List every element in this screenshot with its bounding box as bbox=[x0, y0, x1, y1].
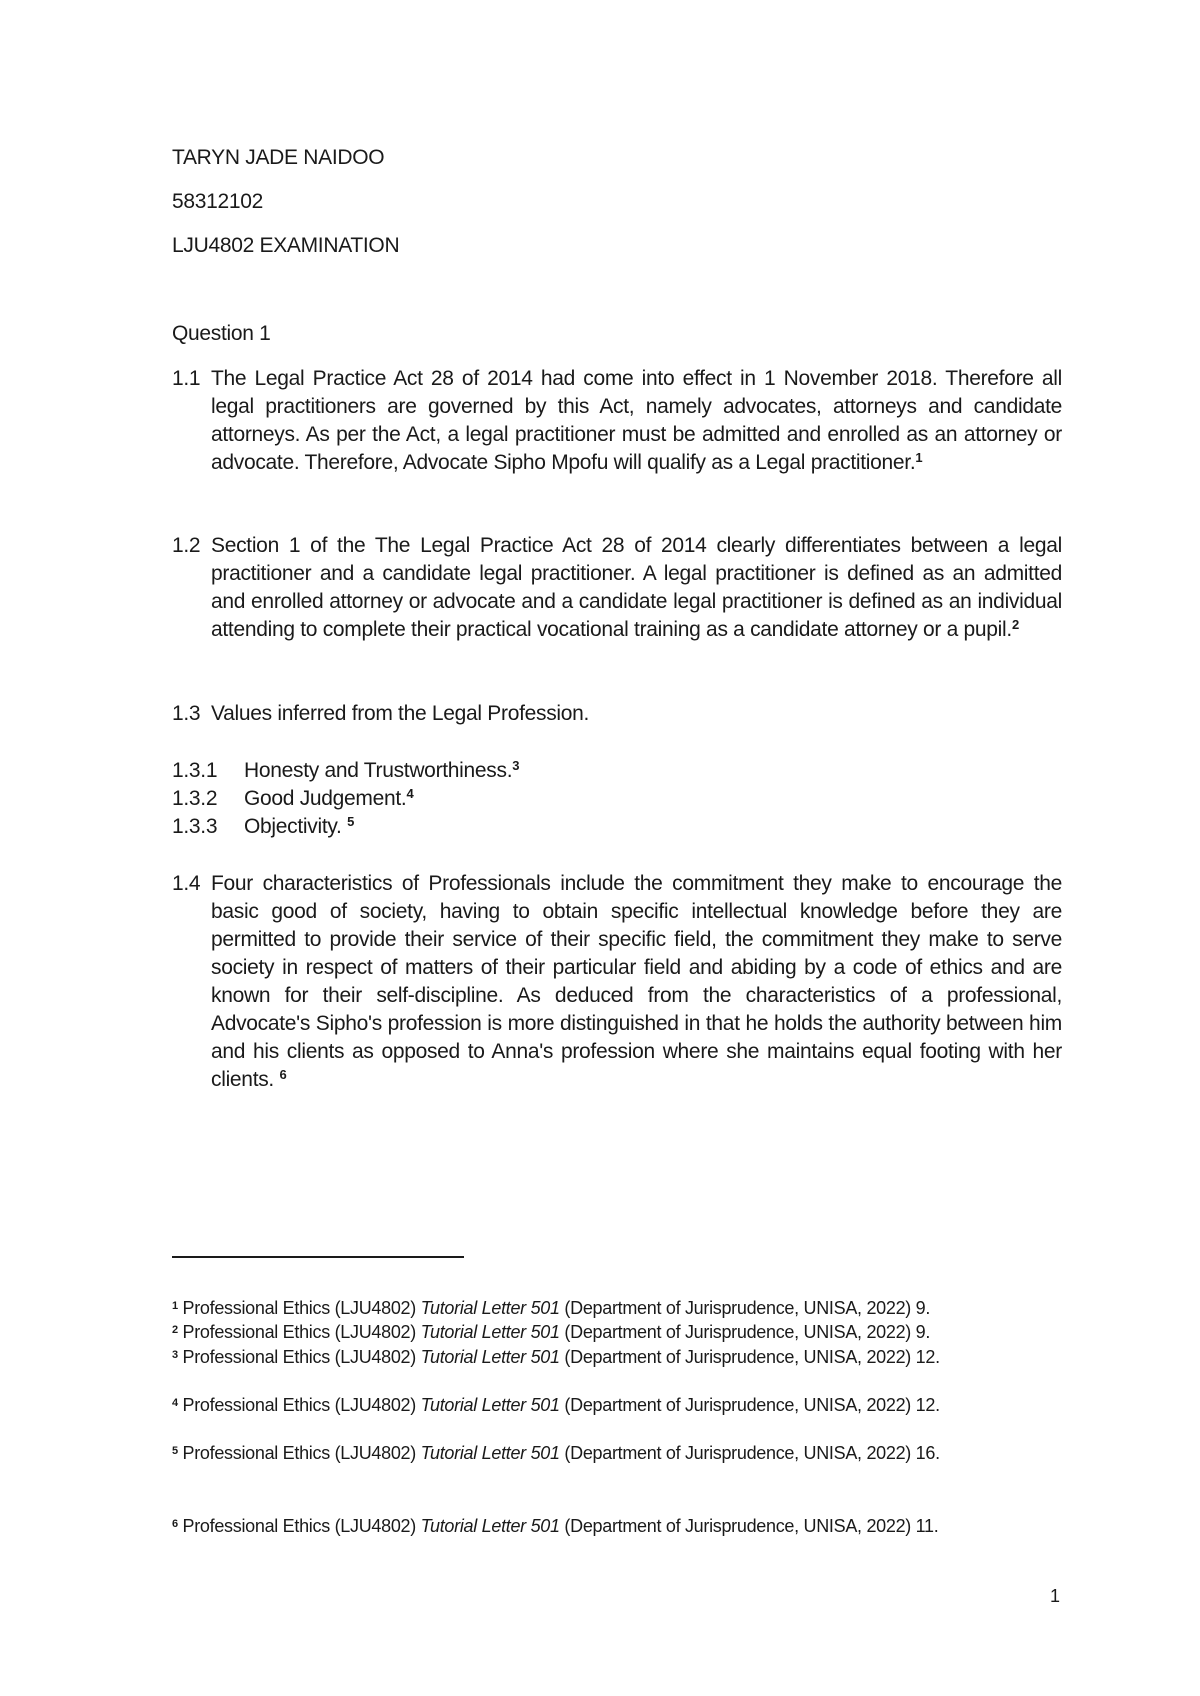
answer-1-1 bbox=[172, 365, 1062, 477]
answer-text: Section 1 of the The Legal Practice Act 28 of 2014 clearly differentiates between a legal practitioner and a candidate legal practitioner. A legal practitioner is defined as an admitted and enrolled attorney or advocate and a candidate legal practitioner is defined as an individual attending to complete their practical vocational training as a candidate attorney or a pupil. bbox=[211, 534, 1062, 641]
footnote bbox=[172, 1296, 1052, 1320]
footnote-ref[interactable]: 4 bbox=[406, 786, 414, 801]
answer-text: Four characteristics of Professionals include the commitment they make to encourage the basic good of society, having to obtain specific intellectual knowledge before they are permitted to provide their service of their specific field, the commitment they make to serve society in respect of matters of their particular field and abiding by a code of ethics and are known for their self-discipline. As deduced from the characteristics of a professional, Advocate's Sipho's profession is more distinguished in that he holds the authority between him and his clients as opposed to Anna's profession where she maintains equal footing with her clients. bbox=[211, 872, 1062, 1091]
answer-body bbox=[211, 870, 1062, 1094]
footnote-mark: 4 bbox=[172, 1397, 178, 1409]
answer-number: 1.3 bbox=[172, 702, 201, 725]
footnote-suffix: (Department of Jurisprudence, UNISA, 2022) 12. bbox=[559, 1395, 940, 1415]
footnote-title: Tutorial Letter 501 bbox=[420, 1298, 560, 1318]
footnote-suffix: (Department of Jurisprudence, UNISA, 2022) 12. bbox=[559, 1347, 940, 1367]
answer-number: 1.4 bbox=[172, 872, 201, 895]
footnote-prefix: Professional Ethics (LJU4802) bbox=[177, 1347, 421, 1367]
footnote-suffix: (Department of Jurisprudence, UNISA, 2022) 9. bbox=[559, 1298, 931, 1318]
footnote-title: Tutorial Letter 501 bbox=[420, 1347, 560, 1367]
value-number: 1.3.3 bbox=[172, 815, 218, 838]
footnote bbox=[172, 1345, 1052, 1369]
answer-text: Values inferred from the Legal Profession. bbox=[211, 702, 590, 725]
footnote-prefix: Professional Ethics (LJU4802) bbox=[177, 1298, 421, 1318]
footnote-prefix: Professional Ethics (LJU4802) bbox=[177, 1395, 421, 1415]
student-number: 58312102 bbox=[172, 190, 264, 213]
question-title: Question 1 bbox=[172, 322, 271, 345]
footnote-suffix: (Department of Jurisprudence, UNISA, 2022) 11. bbox=[559, 1516, 939, 1536]
footnote-mark: 5 bbox=[172, 1445, 178, 1457]
footnote-title: Tutorial Letter 501 bbox=[420, 1516, 560, 1536]
footnote-separator bbox=[172, 1256, 464, 1258]
footnote-ref[interactable]: 6 bbox=[279, 1067, 287, 1082]
footnote-title: Tutorial Letter 501 bbox=[420, 1322, 560, 1342]
footnote-suffix: (Department of Jurisprudence, UNISA, 2022) 9. bbox=[559, 1322, 931, 1342]
exam-title: LJU4802 EXAMINATION bbox=[172, 234, 400, 257]
footnote bbox=[172, 1320, 1052, 1344]
value-item bbox=[172, 813, 354, 841]
footnote-mark: 3 bbox=[172, 1349, 178, 1361]
value-item bbox=[172, 785, 413, 813]
footnote-title: Tutorial Letter 501 bbox=[420, 1443, 560, 1463]
footnote bbox=[172, 1514, 1052, 1538]
footnote-ref[interactable]: 5 bbox=[347, 814, 355, 829]
value-number: 1.3.2 bbox=[172, 787, 218, 810]
answer-body bbox=[211, 532, 1062, 644]
value-text: Objectivity. bbox=[244, 815, 348, 838]
footnote-prefix: Professional Ethics (LJU4802) bbox=[177, 1443, 421, 1463]
answer-text: The Legal Practice Act 28 of 2014 had come into effect in 1 November 2018. Therefore all legal practitioners are governed by this Act, namely advocates, attorneys and candidate attorneys. As per the Act, a legal practitioner must be admitted and enrolled as an attorney or advocate. Therefore, Advocate Sipho Mpofu will qualify as a Legal practitioner. bbox=[211, 367, 1062, 474]
value-text: Good Judgement. bbox=[244, 787, 407, 810]
footnote bbox=[172, 1393, 1052, 1417]
footnote-ref[interactable]: 3 bbox=[512, 758, 520, 773]
footnote-suffix: (Department of Jurisprudence, UNISA, 2022) 16. bbox=[559, 1443, 940, 1463]
footnote-mark: 2 bbox=[172, 1324, 178, 1336]
footnote-ref[interactable]: 2 bbox=[1011, 617, 1019, 632]
footnote bbox=[172, 1441, 1052, 1465]
answer-body bbox=[211, 365, 1062, 477]
footnote-title: Tutorial Letter 501 bbox=[420, 1395, 560, 1415]
footnote-prefix: Professional Ethics (LJU4802) bbox=[177, 1516, 421, 1536]
answer-1-2 bbox=[172, 532, 1062, 644]
footnote-mark: 6 bbox=[172, 1518, 178, 1530]
answer-1-4 bbox=[172, 870, 1062, 1094]
footnote-mark: 1 bbox=[172, 1300, 178, 1312]
value-text: Honesty and Trustworthiness. bbox=[244, 759, 513, 782]
value-item bbox=[172, 757, 519, 785]
answer-number: 1.2 bbox=[172, 534, 201, 557]
value-number: 1.3.1 bbox=[172, 759, 218, 782]
footnote-prefix: Professional Ethics (LJU4802) bbox=[177, 1322, 421, 1342]
answer-1-3 bbox=[172, 700, 1062, 728]
page-number: 1 bbox=[1050, 1586, 1061, 1606]
footnote-ref[interactable]: 1 bbox=[915, 450, 923, 465]
answer-body bbox=[211, 700, 1062, 728]
student-name: TARYN JADE NAIDOO bbox=[172, 146, 385, 169]
answer-number: 1.1 bbox=[172, 367, 201, 390]
